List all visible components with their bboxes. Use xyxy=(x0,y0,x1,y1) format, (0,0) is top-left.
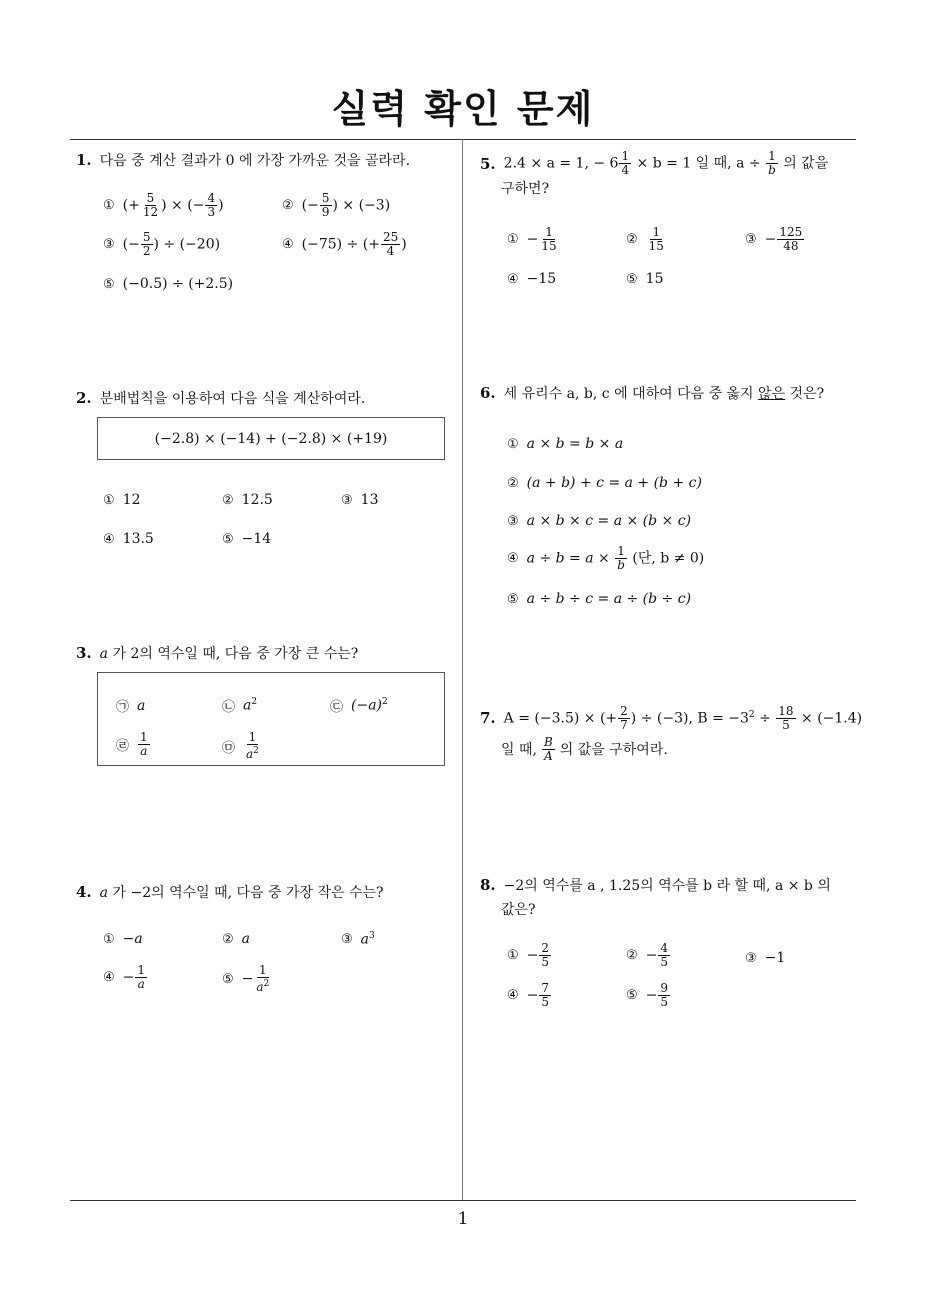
choice-3[interactable]: ③ (− $\frac{5}{2}$ ) ÷ (−20) xyxy=(103,230,221,258)
choice-5[interactable]: ⑤ 15 xyxy=(626,271,664,287)
question-text: 분배법칙을 이용하여 다음 식을 계산하여라. xyxy=(99,391,366,407)
question-8 xyxy=(480,873,870,922)
choice-4[interactable]: ④ (−75) ÷ (+ $\frac{25}{4}$ ) xyxy=(282,230,407,258)
choice-1[interactable]: ① − $\frac{2}{5}$ xyxy=(507,941,550,969)
question-3: 3. a 가 2의 역수일 때, 다음 중 가장 큰 수는? xyxy=(76,644,359,662)
question-number: 7. xyxy=(480,708,496,727)
question-number: 4. xyxy=(76,883,92,901)
question-7: 7. A = (−3.5) × (+ $\frac{2}{7}$ ) ÷ (−3), $B = -3^2$ ÷ $\frac{18}{5}$ × (−1.4) 일 때, $\frac{B}{A}$ 의 값을 구하여라. xyxy=(480,704,863,764)
choice-2[interactable]: ② (− $\frac{5}{9}$ ) × (−3) xyxy=(282,191,391,219)
choice-2[interactable]: ② (a + b) + c = a + (b + c) xyxy=(507,475,702,491)
choice-4[interactable]: ④ − $\frac{1}{a}$ xyxy=(103,963,146,991)
question-text: 다음 중 계산 결과가 0 에 가장 가까운 것을 골라라. xyxy=(99,153,411,169)
choice-1[interactable]: ① − $\frac{1}{15}$ xyxy=(507,225,557,253)
choice-5[interactable]: ⑤ −14 xyxy=(222,531,272,547)
choice-4[interactable]: ④ 13.5 xyxy=(103,531,154,547)
choice-4[interactable]: ④ −15 xyxy=(507,271,557,287)
question-number: 8. xyxy=(480,876,496,894)
choice-3[interactable]: ③ −1 xyxy=(745,950,786,966)
question-number: 3. xyxy=(76,644,92,662)
question-text: −2의 역수를 a , 1.25의 역수를 b 라 할 때, a × b 의 xyxy=(503,878,831,894)
choice-1[interactable]: ① (+ $\frac{5}{12}$ ) × (− $\frac{4}{3}$ ) xyxy=(103,191,224,219)
question-text: 가 2의 역수일 때, 다음 중 가장 큰 수는? xyxy=(112,646,359,662)
choice-1[interactable]: ① −a xyxy=(103,931,143,947)
choice-3[interactable]: ③ $a^3$ xyxy=(341,931,375,948)
choice-2[interactable]: ② 12.5 xyxy=(222,492,273,508)
question-text-line2: 값은? xyxy=(501,902,536,918)
question-5: 5. 2.4 × a = 1, − 6 $\frac{1}{4}$ × b = 1 일 때, a ÷ $\frac{1}{b}$ 의 값을 구하면? xyxy=(480,150,860,201)
question-number: 5. xyxy=(480,154,496,173)
choice-2[interactable]: ② − $\frac{4}{5}$ xyxy=(626,941,669,969)
question-6: 6. 세 유리수 a, b, c 에 대하여 다음 중 옳지 않은 것은? xyxy=(480,384,825,402)
choice-1[interactable]: ① a × b = b × a xyxy=(507,436,624,452)
question-number: 1. xyxy=(76,151,92,169)
question-number: 6. xyxy=(480,384,496,402)
choice-3[interactable]: ③ − $\frac{125}{48}$ xyxy=(745,225,803,253)
question-1 xyxy=(76,148,456,173)
bottom-rule xyxy=(70,1200,856,1201)
option-b[interactable]: ㉡ $a^2$ xyxy=(222,697,258,715)
question-4: 4. a 가 −2의 역수일 때, 다음 중 가장 작은 수는? xyxy=(76,883,384,901)
option-c[interactable]: ㉢ $(-a)^2$ xyxy=(330,697,388,715)
choice-2[interactable]: ② $\frac{1}{15}$ xyxy=(626,225,664,253)
choice-4[interactable]: ④ − $\frac{7}{5}$ xyxy=(507,981,550,1009)
question-2 xyxy=(76,386,456,411)
question-number: 2. xyxy=(76,389,92,407)
choice-3[interactable]: ③ a × b × c = a × (b × c) xyxy=(507,513,692,529)
option-d[interactable]: ㉣ $\frac{1}{a}$ xyxy=(116,730,148,758)
question-text: 가 −2의 역수일 때, 다음 중 가장 작은 수는? xyxy=(112,885,384,901)
choice-5[interactable]: ⑤ − $\frac{9}{5}$ xyxy=(626,981,669,1009)
page-title: 실력 확인 문제 xyxy=(331,87,595,131)
choice-4[interactable]: ④ a ÷ b = a × $\frac{1}{b}$ (단, b ≠ 0) xyxy=(507,544,705,572)
option-e[interactable]: ㉤ $\frac{1}{a^2}$ xyxy=(222,730,259,761)
choice-1[interactable]: ① 12 xyxy=(103,492,141,508)
choice-2[interactable]: ② a xyxy=(222,931,251,947)
choice-3[interactable]: ③ 13 xyxy=(341,492,379,508)
option-a[interactable]: ㉠ a xyxy=(116,697,146,715)
choice-5[interactable]: ⑤ (−0.5) ÷ (+2.5) xyxy=(103,276,234,292)
choice-5[interactable]: ⑤ − $\frac{1}{a^2}$ xyxy=(222,963,270,994)
expression-box: (−2.8) × (−14) + (−2.8) × (+19) xyxy=(97,417,445,460)
column-divider xyxy=(462,139,463,1201)
question-text-line2: 구하면? xyxy=(501,181,550,197)
choice-5[interactable]: ⑤ a ÷ b ÷ c = a ÷ (b ÷ c) xyxy=(507,591,692,607)
page-number: 1 xyxy=(457,1209,469,1229)
top-rule xyxy=(70,139,856,140)
